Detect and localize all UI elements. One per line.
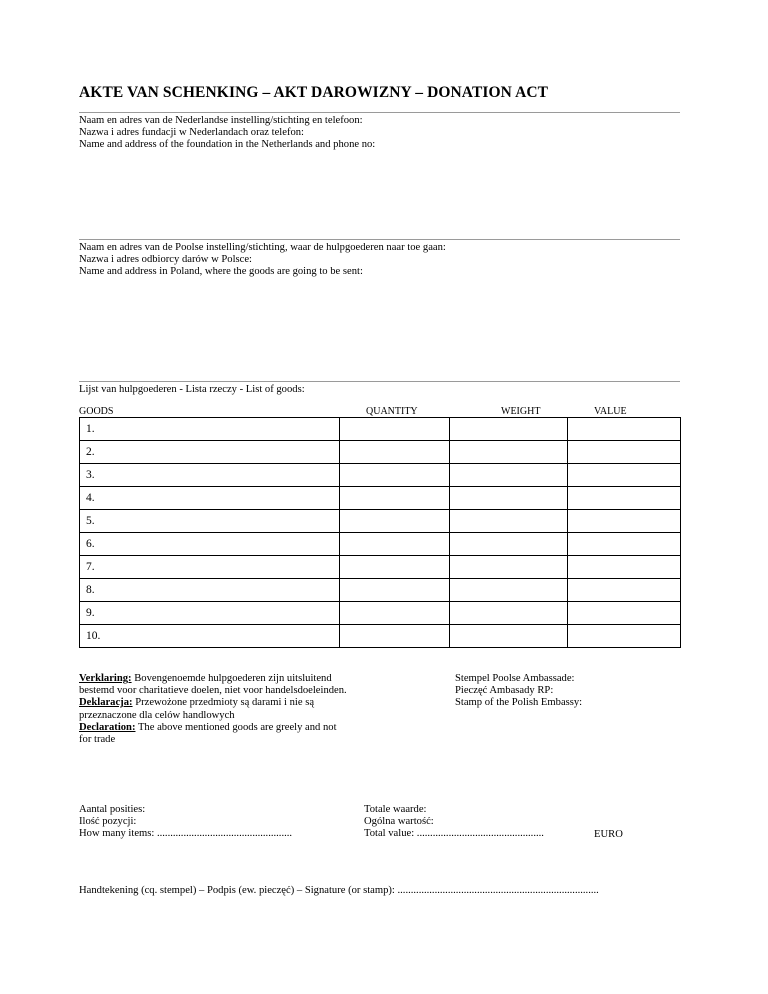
divider — [79, 381, 680, 382]
weight-cell[interactable] — [450, 625, 568, 648]
total-value-label-pl: Ogólna wartość: — [364, 816, 434, 828]
table-row — [80, 533, 681, 556]
table-row — [80, 487, 681, 510]
row-number: 10. — [80, 625, 340, 648]
weight-cell[interactable] — [450, 464, 568, 487]
total-value-block — [364, 804, 544, 841]
table-row — [80, 556, 681, 579]
column-header-goods: GOODS — [79, 406, 114, 417]
pl-recipient-section — [79, 242, 446, 279]
row-number: 3. — [80, 464, 340, 487]
value-cell[interactable] — [568, 418, 681, 441]
row-number: 9. — [80, 602, 340, 625]
declaration-label-pl: Deklaracja: — [79, 697, 133, 709]
table-row — [80, 579, 681, 602]
table-row — [80, 602, 681, 625]
value-cell[interactable] — [568, 441, 681, 464]
column-header-quantity: QUANTITY — [366, 406, 418, 417]
declaration-label-nl: Verklaring: — [79, 673, 132, 684]
divider — [79, 239, 680, 240]
total-value-label-nl: Totale waarde: — [364, 804, 427, 815]
row-number: 1. — [80, 418, 340, 441]
quantity-cell[interactable] — [340, 510, 450, 533]
weight-cell[interactable] — [450, 533, 568, 556]
quantity-cell[interactable] — [340, 441, 450, 464]
table-row — [80, 418, 681, 441]
nl-foundation-section — [79, 115, 375, 152]
nl-foundation-label-nl: Naam en adres van de Nederlandse instelling/stichting en telefoon: — [79, 115, 363, 126]
embassy-stamp-block — [455, 673, 582, 710]
quantity-cell[interactable] — [340, 602, 450, 625]
weight-cell[interactable] — [450, 510, 568, 533]
value-cell[interactable] — [568, 556, 681, 579]
signature-field[interactable]: Handtekening (cq. stempel) – Podpis (ew. pieczęć) – Signature (or stamp): ............................................................................ — [79, 885, 599, 896]
embassy-stamp-label-pl: Pieczęć Ambasady RP: — [455, 685, 554, 697]
declaration-text-pl: Przewożone przedmioty są darami i nie są przeznaczone dla celów handlowych — [79, 697, 315, 721]
column-header-weight: WEIGHT — [501, 406, 541, 417]
value-cell[interactable] — [568, 579, 681, 602]
row-number: 5. — [80, 510, 340, 533]
embassy-stamp-label-en: Stamp of the Polish Embassy: — [455, 697, 583, 709]
quantity-cell[interactable] — [340, 533, 450, 556]
embassy-stamp-label-nl: Stempel Poolse Ambassade: — [455, 673, 575, 684]
declaration-text-en: The above mentioned goods are greely and not for trade — [79, 721, 337, 746]
declaration-text-nl: Bovengenoemde hulpgoederen zijn uitsluitend bestemd voor charitatieve doelen, niet voor handelsdoeleinden. — [79, 673, 347, 697]
quantity-cell[interactable] — [340, 487, 450, 510]
item-count-block — [79, 804, 292, 841]
total-value-field[interactable]: Total value: ................................................ — [364, 828, 544, 840]
weight-cell[interactable] — [450, 602, 568, 625]
value-cell[interactable] — [568, 533, 681, 556]
table-row — [80, 625, 681, 648]
row-number: 6. — [80, 533, 340, 556]
divider — [79, 112, 680, 113]
table-row — [80, 510, 681, 533]
value-cell[interactable] — [568, 464, 681, 487]
nl-foundation-label-pl: Nazwa i adres fundacji w Nederlandach oraz telefon: — [79, 127, 305, 139]
row-number: 4. — [80, 487, 340, 510]
nl-foundation-label-en: Name and address of the foundation in the Netherlands and phone no: — [79, 139, 376, 151]
quantity-cell[interactable] — [340, 556, 450, 579]
weight-cell[interactable] — [450, 556, 568, 579]
item-count-label-nl: Aantal posities: — [79, 804, 146, 815]
currency-label: EURO — [594, 829, 623, 840]
value-cell[interactable] — [568, 602, 681, 625]
pl-recipient-label-pl: Nazwa i adres odbiorcy darów w Polsce: — [79, 254, 252, 266]
goods-list-heading: Lijst van hulpgoederen - Lista rzeczy - List of goods: — [79, 384, 305, 395]
table-row — [80, 464, 681, 487]
pl-recipient-label-en: Name and address in Poland, where the goods are going to be sent: — [79, 266, 363, 278]
goods-table — [79, 417, 681, 648]
row-number: 8. — [80, 579, 340, 602]
declaration-label-en: Declaration: — [79, 721, 136, 733]
quantity-cell[interactable] — [340, 464, 450, 487]
item-count-label-pl: Ilość pozycji: — [79, 816, 137, 828]
weight-cell[interactable] — [450, 579, 568, 602]
value-cell[interactable] — [568, 510, 681, 533]
declaration-block — [79, 673, 349, 746]
value-cell[interactable] — [568, 625, 681, 648]
quantity-cell[interactable] — [340, 579, 450, 602]
row-number: 7. — [80, 556, 340, 579]
quantity-cell[interactable] — [340, 418, 450, 441]
quantity-cell[interactable] — [340, 625, 450, 648]
value-cell[interactable] — [568, 487, 681, 510]
weight-cell[interactable] — [450, 487, 568, 510]
row-number: 2. — [80, 441, 340, 464]
table-row — [80, 441, 681, 464]
column-header-value: VALUE — [594, 406, 627, 417]
weight-cell[interactable] — [450, 441, 568, 464]
document-title: AKTE VAN SCHENKING – AKT DAROWIZNY – DONATION ACT — [79, 84, 549, 101]
pl-recipient-label-nl: Naam en adres van de Poolse instelling/stichting, waar de hulpgoederen naar toe gaan: — [79, 242, 446, 253]
item-count-field[interactable]: How many items: ................................................... — [79, 828, 293, 840]
weight-cell[interactable] — [450, 418, 568, 441]
